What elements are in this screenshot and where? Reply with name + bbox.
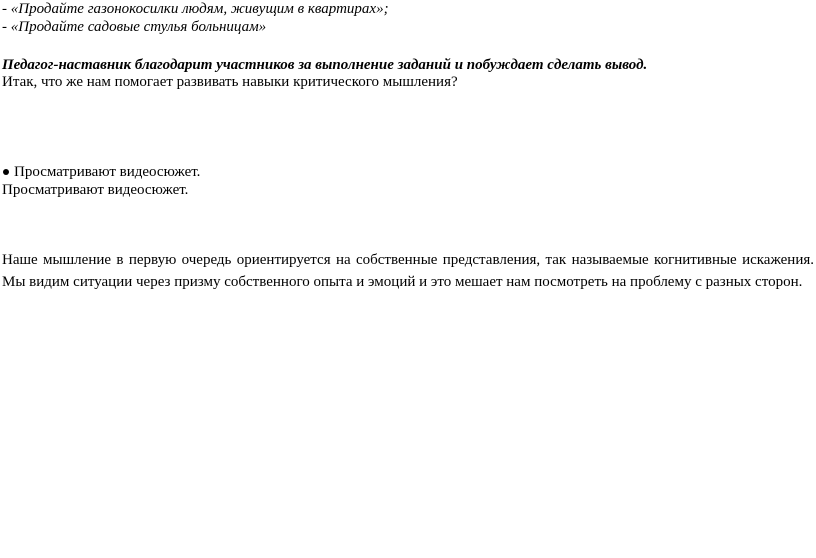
list-item-lawnmowers: - «Продайте газонокосилки людям, живущим в квартирах»; (2, 1, 389, 17)
bullet-icon (3, 169, 9, 175)
teacher-note: Педагог-наставник благодарит участников за выполнение заданий и побуждает сделать вывод. (2, 57, 648, 73)
repeat-item-text: Просматривают видеосюжет. (2, 182, 189, 198)
list-item-garden-chairs: - «Продайте садовые стулья больницам» (2, 19, 267, 35)
bullet-item-text: Просматривают видеосюжет. (14, 164, 201, 180)
bullet-list-item (2, 163, 200, 181)
conclusion-paragraph: Наше мышление в первую очередь ориентируется на собственные представления, так называемые когнитивные искажения. Мы видим ситуации через призму собственного опыта и эмоций и это мешает нам посмотреть на проблему с разных сторон. (2, 252, 814, 290)
question-text: Итак, что же нам помогает развивать навыки критического мышления? (2, 74, 458, 90)
